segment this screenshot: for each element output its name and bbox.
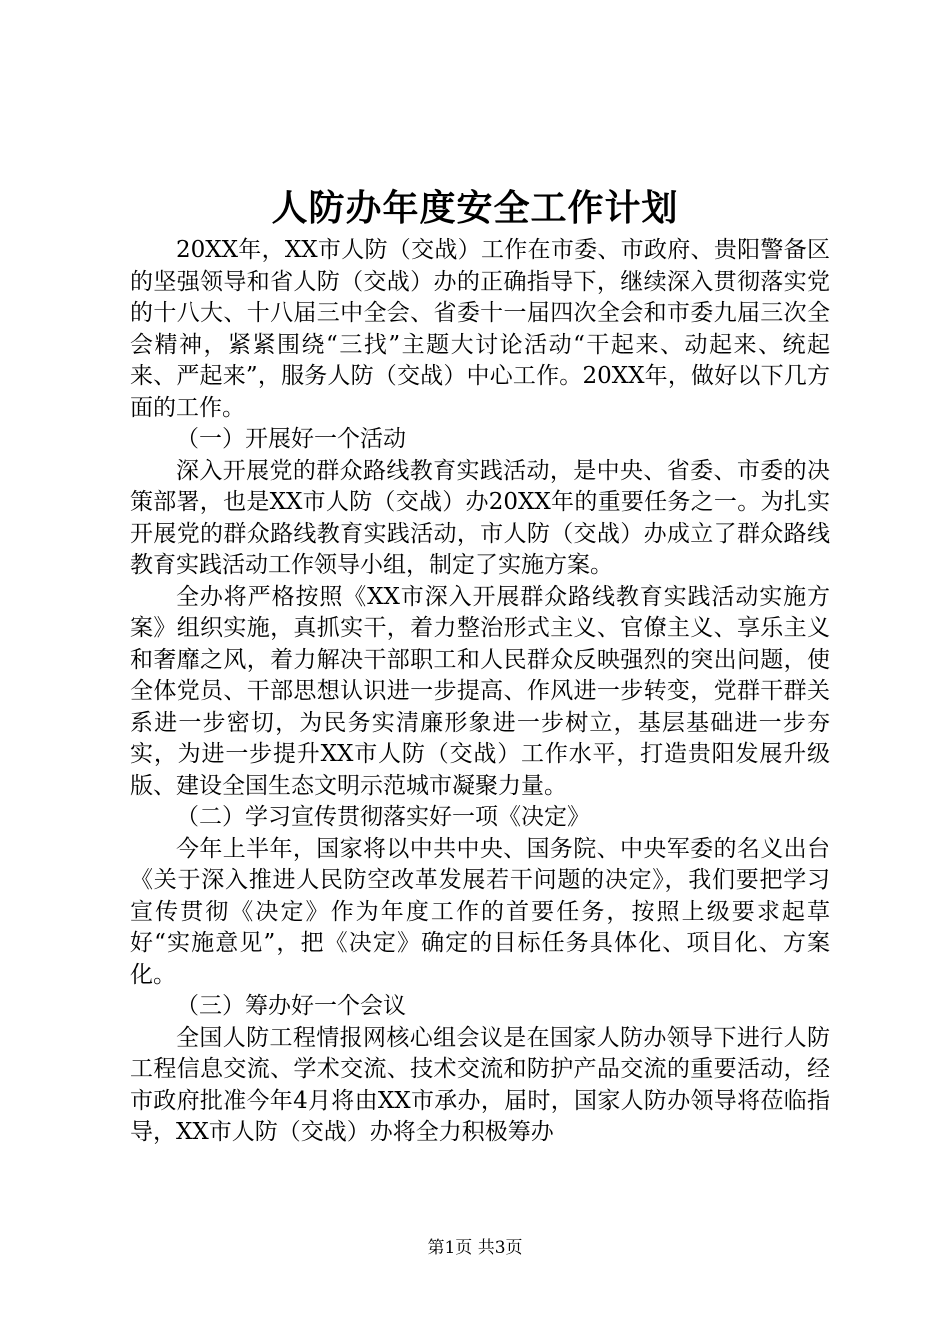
paragraph-section-1a: 深入开展党的群众路线教育实践活动，是中央、省委、市委的决策部署，也是XX市人防（交战）办20XX年的重要任务之一。为扎实开展党的群众路线教育实践活动，市人防（交战）办成立了群众路线教育实践活动工作领导小组，制定了实施方案。 [130,457,830,578]
paragraph-intro: 20XX年，XX市人防（交战）工作在市委、市政府、贵阳警备区的坚强领导和省人防（交战）办的正确指导下，继续深入贯彻落实党的十八大、十八届三中全会、省委十一届四次全会和市委九届三次全会精神，紧紧围绕“三找”主题大讨论活动“干起来、动起来、统起来、严起来”，服务人防（交战）中心工作。20XX年，做好以下几方面的工作。 [130,237,830,421]
document-body [130,235,830,1149]
document-title: 人防办年度安全工作计划 [271,187,679,229]
section-heading-3: （三）筹办好一个会议 [176,993,406,1019]
page-footer: 第1页 共3页 [427,1238,523,1258]
paragraph-section-1b: 全办将严格按照《XX市深入开展群众路线教育实践活动实施方案》组织实施，真抓实干，着力整治形式主义、官僚主义、享乐主义和奢靡之风，着力解决干部职工和人民群众反映强烈的突出问题，使全体党员、干部思想认识进一步提高、作风进一步转变，党群干群关系进一步密切，为民务实清廉形象进一步树立，基层基础进一步夯实，为进一步提升XX市人防（交战）工作水平，打造贵阳发展升级版、建设全国生态文明示范城市凝聚力量。 [130,583,830,799]
section-heading-1: （一）开展好一个活动 [176,426,406,452]
section-heading-2: （二）学习宣传贯彻落实好一项《决定》 [176,804,590,830]
paragraph-section-2: 今年上半年，国家将以中共中央、国务院、中央军委的名义出台《关于深入推进人民防空改革发展若干问题的决定》，我们要把学习宣传贯彻《决定》作为年度工作的首要任务，按照上级要求起草好“实施意见”，把《决定》确定的目标任务具体化、项目化、方案化。 [130,835,830,988]
paragraph-section-3: 全国人防工程情报网核心组会议是在国家人防办领导下进行人防工程信息交流、学术交流、技术交流和防护产品交流的重要活动，经市政府批准今年4月将由XX市承办，届时，国家人防办领导将莅临指导，XX市人防（交战）办将全力积极筹办 [130,1024,830,1145]
